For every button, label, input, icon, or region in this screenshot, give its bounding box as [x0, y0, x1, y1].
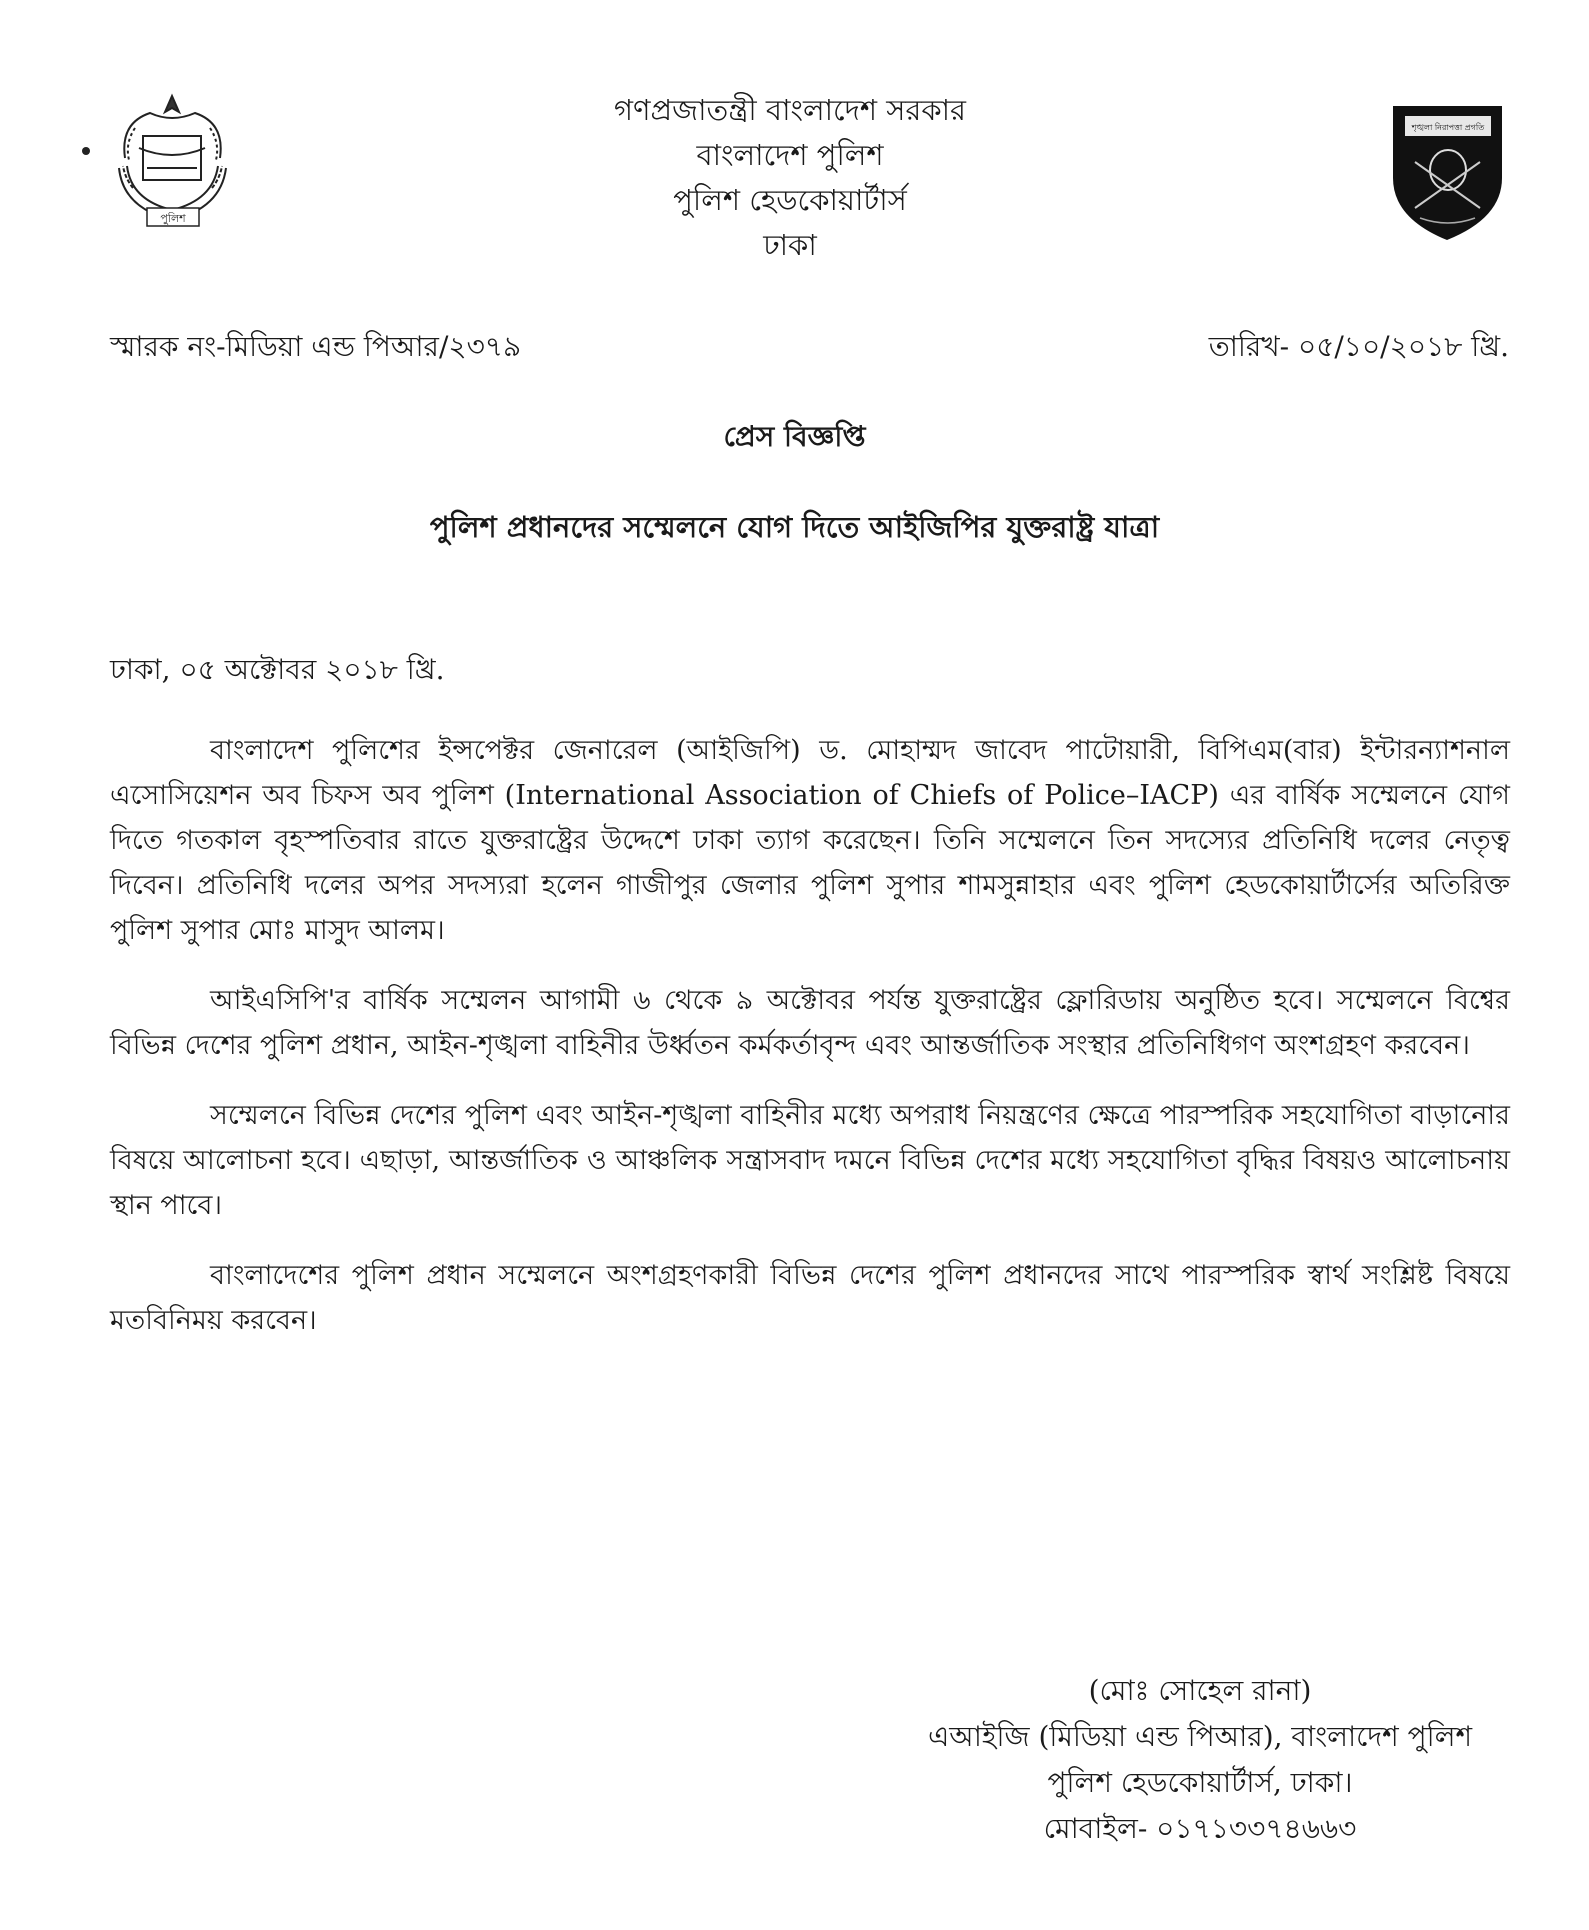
crest-motto: শৃঙ্খলা নিরাপত্তা প্রগতি [1411, 123, 1485, 132]
press-release-body [110, 728, 1510, 1368]
scan-speck [82, 147, 90, 155]
signatory-name: (মোঃ সোহেল রানা) [1088, 1674, 1312, 1707]
header-city: ঢাকা [763, 228, 817, 262]
dateline: ঢাকা, ০৫ অক্টোবর ২০১৮ খ্রি. [110, 653, 445, 686]
issue-date: তারিখ- ০৫/১০/২০১৮ খ্রি. [1208, 330, 1509, 363]
paragraph: আইএসিপি'র বার্ষিক সম্মেলন আগামী ৬ থেকে ৯ অক্টোবর পর্যন্ত যুক্তরাষ্ট্রের ফ্লোরিডায় অনুষ্ঠিত হবে। সম্মেলনে বিশ্বের বিভিন্ন দেশের পুলিশ প্রধান, আইন-শৃঙ্খলা বাহিনীর উর্ধ্বতন কর্মকর্তাবৃন্দ এবং আন্তর্জাতিক সংস্থার প্রতিনিধিগণ অংশগ্রহণ করবেন। [110, 985, 1510, 1061]
header-organization: বাংলাদেশ পুলিশ [696, 138, 884, 172]
police-seal-emblem [105, 88, 240, 233]
signatory-designation: এআইজি (মিডিয়া এন্ড পিআর), বাংলাদেশ পুলিশ [927, 1720, 1473, 1753]
signatory-office: পুলিশ হেডকোয়ার্টার্স, ঢাকা। [1047, 1766, 1353, 1799]
paragraph: বাংলাদেশ পুলিশের ইন্সপেক্টর জেনারেল (আইজিপি) ড. মোহাম্মদ জাবেদ পাটোয়ারী, বিপিএম(বার) ইন্টারন্যাশনাল এসোসিয়েশন অব চিফস অব পুলিশ (International Association of Chiefs of Police–IACP) এর বার্ষিক সম্মেলনে যোগ দিতে গতকাল বৃহস্পতিবার রাতে যুক্তরাষ্ট্রের উদ্দেশে ঢাকা ত্যাগ করেছেন। তিনি সম্মেলনে তিন সদস্যের প্রতিনিধি দলের নেতৃত্ব দিবেন। প্রতিনিধি দলের অপর সদস্যরা হলেন গাজীপুর জেলার পুলিশ সুপার শামসুন্নাহার এবং পুলিশ হেডকোয়ার্টার্সের অতিরিক্ত পুলিশ সুপার মোঃ মাসুদ আলম। [110, 735, 1510, 946]
police-crest-emblem [1385, 100, 1510, 245]
seal-caption: পুলিশ [160, 212, 186, 225]
letterhead [520, 88, 1060, 268]
paragraph: সম্মেলনে বিভিন্ন দেশের পুলিশ এবং আইন-শৃঙ্খলা বাহিনীর মধ্যে অপরাধ নিয়ন্ত্রণের ক্ষেত্রে পারস্পরিক সহযোগিতা বাড়ানোর বিষয়ে আলোচনা হবে। এছাড়া, আন্তর্জাতিক ও আঞ্চলিক সন্ত্রাসবাদ দমনে বিভিন্ন দেশের মধ্যে সহযোগিতা বৃদ্ধির বিষয়ও আলোচনায় স্থান পাবে। [110, 1100, 1510, 1221]
paragraph: বাংলাদেশের পুলিশ প্রধান সম্মেলনে অংশগ্রহণকারী বিভিন্ন দেশের পুলিশ প্রধানদের সাথে পারস্পরিক স্বার্থ সংশ্লিষ্ট বিষয়ে মতবিনিময় করবেন। [110, 1260, 1510, 1336]
memo-number: স্মারক নং-মিডিয়া এন্ড পিআর/২৩৭৯ [110, 330, 522, 363]
signature-block [860, 1668, 1540, 1852]
header-government: গণপ্রজাতন্ত্রী বাংলাদেশ সরকার [613, 93, 967, 127]
header-office: পুলিশ হেডকোয়ার্টার্স [673, 183, 907, 217]
signatory-mobile: মোবাইল- ০১৭১৩৩৭৪৬৬৩ [1043, 1812, 1357, 1845]
press-release-title: প্রেস বিজ্ঞপ্তি [723, 420, 866, 453]
headline: পুলিশ প্রধানদের সম্মেলনে যোগ দিতে আইজিপির যুক্তরাষ্ট্র যাত্রা [429, 510, 1160, 544]
